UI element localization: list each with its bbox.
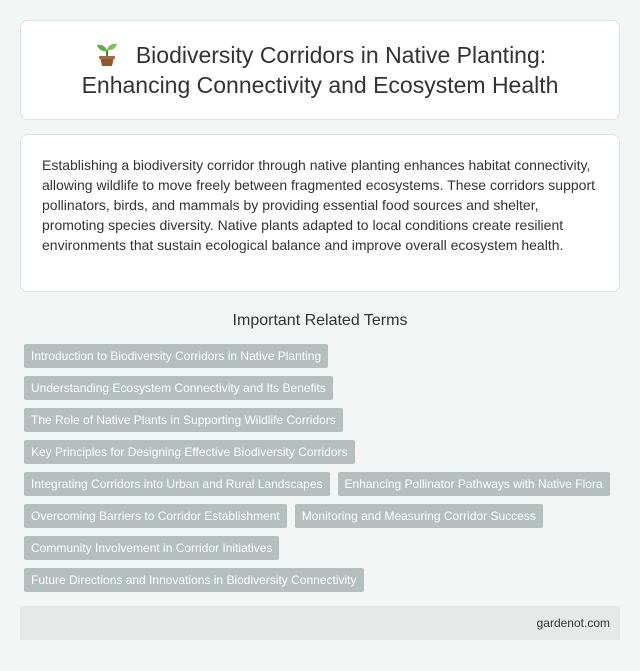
related-term-tag[interactable]: Integrating Corridors into Urban and Rural Landscapes: [24, 472, 330, 496]
footer-site-link[interactable]: gardenot.com: [536, 616, 610, 630]
sprout-icon: [94, 41, 120, 67]
related-term-tag[interactable]: Enhancing Pollinator Pathways with Native Flora: [338, 472, 610, 496]
related-terms-heading: Important Related Terms: [232, 312, 408, 329]
related-terms-list: [20, 344, 620, 592]
related-term-tag[interactable]: The Role of Native Plants in Supporting Wildlife Corridors: [24, 408, 343, 432]
intro-paragraph: Establishing a biodiversity corridor through native planting enhances habitat connectivity, allowing wildlife to move freely between fragmented ecosystems. These corridors support pollinators, birds, and mammals by providing essential food sources and shelter, promoting species diversity. Native plants adapted to local conditions create resilient environments that sustain ecological balance and improve overall ecosystem health.: [42, 157, 595, 253]
related-term-tag[interactable]: Overcoming Barriers to Corridor Establishment: [24, 504, 287, 528]
related-term-tag[interactable]: Introduction to Biodiversity Corridors in Native Planting: [24, 344, 328, 368]
page-title-text: Biodiversity Corridors in Native Planting: Enhancing Connectivity and Ecosystem Health: [81, 42, 559, 98]
footer: [20, 606, 620, 640]
related-term-tag[interactable]: Understanding Ecosystem Connectivity and Its Benefits: [24, 376, 333, 400]
related-term-tag[interactable]: Community Involvement in Corridor Initiatives: [24, 536, 279, 560]
intro-card: [20, 134, 620, 292]
related-term-tag[interactable]: Future Directions and Innovations in Biodiversity Connectivity: [24, 568, 364, 592]
related-term-tag[interactable]: Key Principles for Designing Effective Biodiversity Corridors: [24, 440, 355, 464]
page-title: [51, 40, 589, 100]
title-card: [20, 20, 620, 120]
related-term-tag[interactable]: Monitoring and Measuring Corridor Success: [295, 504, 543, 528]
